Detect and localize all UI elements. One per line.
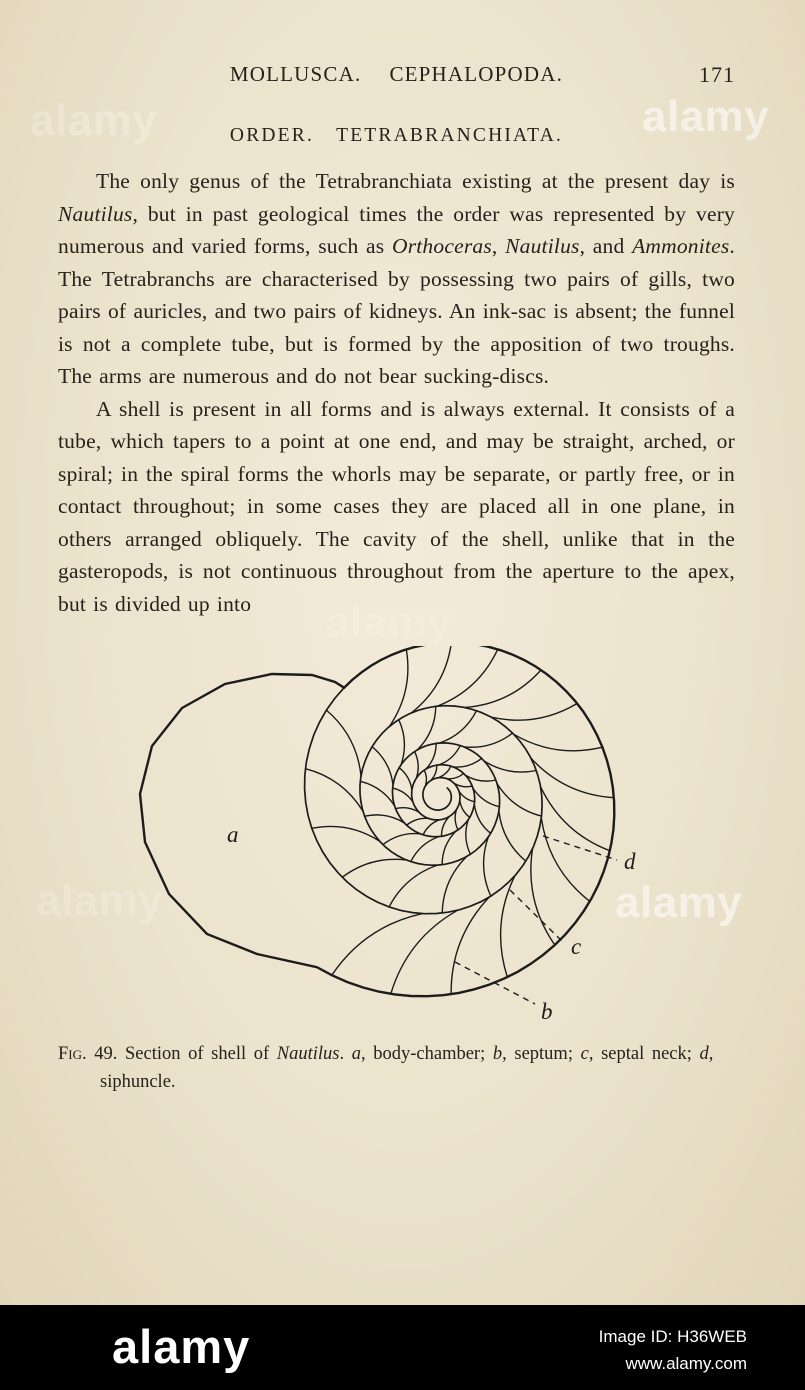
alamy-watermark: alamy: [642, 92, 770, 141]
leader-line-c: [510, 890, 565, 944]
figure-label-d: d: [623, 849, 635, 874]
septum-line: [390, 910, 457, 994]
septum-line: [451, 897, 489, 994]
italic-term: Orthoceras: [391, 234, 492, 258]
septum-line: [410, 837, 438, 862]
septum-line: [414, 752, 418, 779]
running-header: [58, 62, 735, 87]
septum-line: [372, 747, 393, 785]
septum-line: [438, 746, 459, 765]
paragraph-text: ,: [491, 234, 506, 258]
septum-line: [398, 720, 404, 765]
alamy-watermark: alamy: [325, 598, 453, 647]
alamy-watermark: alamy: [36, 876, 164, 925]
footer-bar: [0, 1305, 805, 1390]
paragraph-text: A shell is present in all forms and is always external. It consists of a tube, which tapers to a point at one end, and may be straight, arched, or spiral; in the spiral forms the whorls may be separate, or partly free, or in contact throughout; in some cases they are placed all in one plane, in others arranged obliquely. The cavity of the shell, unlike that in the gasteropods, is not continuous throughout from the aperture to the apex, but is divided up into: [58, 396, 735, 616]
septum-line: [453, 758, 482, 767]
header-title-right: CEPHALOPODA.: [389, 62, 564, 86]
caption-key-d: d: [699, 1044, 709, 1064]
septum-line: [459, 800, 469, 817]
septum-line: [305, 769, 363, 812]
italic-term: Ammonites: [632, 234, 730, 258]
section-heading-order: ORDER.: [229, 125, 315, 146]
septum-line: [474, 804, 490, 833]
septum-line: [455, 810, 458, 830]
septum-line: [513, 734, 602, 750]
septum-line: [446, 774, 463, 779]
figure-caption: [58, 1041, 735, 1096]
septum-line: [442, 857, 466, 913]
septum-line: [360, 781, 394, 805]
section-heading: [58, 125, 735, 147]
caption-text: , septal neck;: [588, 1044, 700, 1064]
septum-line: [458, 791, 474, 802]
alamy-url: www.alamy.com: [625, 1354, 747, 1373]
caption-text: Section of shell of: [117, 1044, 277, 1064]
header-title-left: MOLLUSCA.: [229, 62, 362, 86]
figure-label-c: c: [570, 934, 581, 959]
paragraph-text: The only genus of the Tetrabranchiata existing at the present day is: [96, 169, 735, 193]
septum-line: [383, 834, 420, 845]
alamy-watermark: alamy: [30, 96, 158, 145]
septum-line: [498, 811, 525, 861]
image-meta: [599, 1323, 747, 1377]
septum-line: [500, 876, 514, 977]
septum-line: [406, 818, 428, 825]
italic-term: Nautilus: [276, 1044, 340, 1064]
figure-label-b: b: [540, 999, 552, 1024]
caption-key-c: c: [580, 1044, 589, 1064]
septum-line: [473, 788, 499, 807]
septum-line: [437, 649, 497, 706]
paragraph-1: [58, 165, 735, 393]
septum-line: [438, 766, 450, 778]
septum-line: [331, 914, 422, 976]
nautilus-figure: [107, 646, 687, 1031]
spiral-whorl-line: [304, 688, 541, 914]
septum-line: [497, 784, 541, 816]
image-id: Image ID: H36WEB: [598, 1327, 747, 1346]
caption-text: , septum;: [502, 1044, 581, 1064]
septum-line: [463, 733, 512, 747]
caption-fig-number: Fig. 49.: [58, 1044, 118, 1064]
paragraph-text: but in past geological times the order was represented by very numerous and varied forms, such as: [58, 201, 735, 258]
caption-text: .: [339, 1044, 352, 1064]
septum-line: [541, 818, 590, 902]
paragraph-2: [58, 393, 735, 621]
figure-label-a: a: [226, 822, 238, 847]
septum-line: [389, 649, 407, 726]
septum-line: [423, 820, 439, 835]
italic-term: Nautilus: [505, 234, 580, 258]
septum-line: [392, 788, 412, 802]
septum-line: [326, 710, 361, 776]
septum-line: [439, 711, 476, 743]
leader-line-d: [543, 836, 617, 860]
alamy-logo: alamy: [112, 1320, 251, 1373]
septum-line: [464, 670, 541, 708]
septum-line: [389, 865, 437, 907]
septum-line: [342, 859, 406, 877]
italic-term: Nautilus,: [58, 201, 139, 226]
caption-key-b: b: [492, 1044, 503, 1064]
septum-line: [311, 826, 379, 841]
paragraph-text: , and: [579, 234, 633, 258]
septum-line: [424, 770, 426, 786]
alamy-watermark: alamy: [615, 878, 743, 927]
shell-outline: [140, 646, 614, 996]
page-number: 171: [699, 62, 735, 87]
caption-text: , body-chamber;: [361, 1044, 493, 1064]
paragraph-text: . The Tetrabranchs are characterised by possessing two pairs of gills, two pairs of auricles, and two pairs of kidneys. An ink-sac is absent; the funnel is not a complete tube, but is formed by the apposition of two troughs. The arms are numerous and do not bear sucking-discs.: [58, 234, 735, 388]
nautilus-shell-section-drawing: [107, 646, 687, 1031]
section-heading-name: TETRABRANCHIATA.: [336, 125, 564, 146]
septum-line: [483, 837, 490, 896]
septum-line: [399, 768, 412, 790]
septum-line: [465, 820, 470, 855]
caption-text: , siphuncle.: [100, 1044, 714, 1092]
septum-line: [490, 704, 576, 721]
caption-key-a: a: [351, 1044, 361, 1064]
